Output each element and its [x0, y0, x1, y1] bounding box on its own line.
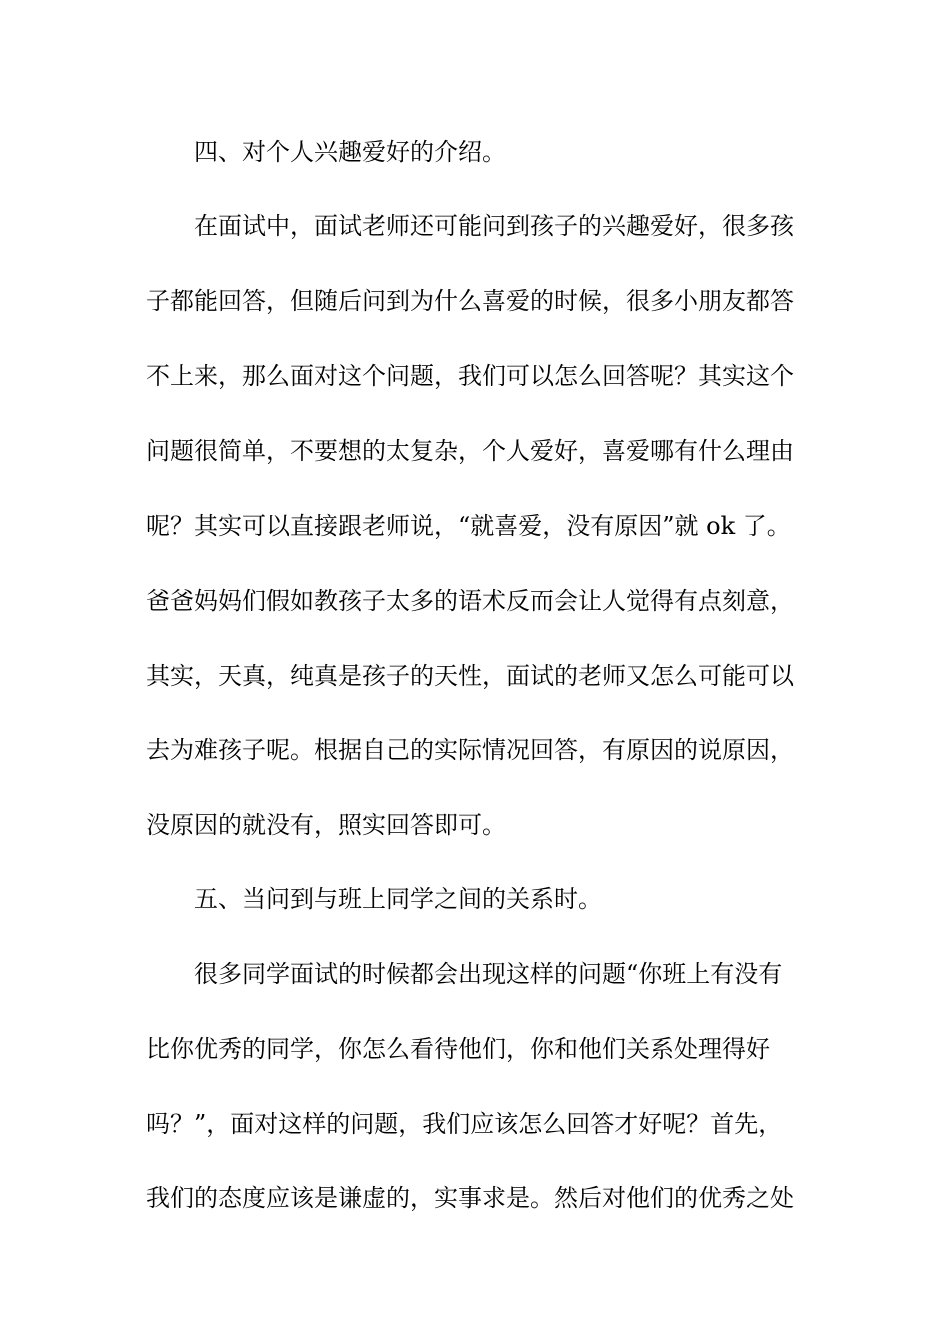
paragraph-line: 去为难孩子呢。根据自己的实际情况回答，有原因的说原因， [146, 736, 794, 764]
paragraph-line: 其实，天真，纯真是孩子的天性，面试的老师又怎么可能可以 [146, 662, 794, 690]
paragraph-line: 很多同学面试的时候都会出现这样的问题“你班上有没有 [194, 960, 783, 988]
paragraph-line: 呢？其实可以直接跟老师说，“就喜爱，没有原因”就 ok 了。 [146, 512, 791, 540]
paragraph-line: 爸爸妈妈们假如教孩子太多的语术反而会让人觉得有点刻意， [146, 587, 794, 615]
paragraph-line: 在面试中，面试老师还可能问到孩子的兴趣爱好，很多孩 [194, 212, 794, 240]
section-heading-four: 四、对个人兴趣爱好的介绍。 [194, 138, 506, 166]
paragraph-line: 我们的态度应该是谦虚的，实事求是。然后对他们的优秀之处 [146, 1184, 794, 1212]
paragraph-line: 吗？”，面对这样的问题，我们应该怎么回答才好呢？首先， [146, 1110, 783, 1138]
paragraph-line: 比你优秀的同学，你怎么看待他们，你和他们关系处理得好 [146, 1035, 770, 1063]
paragraph-line: 不上来，那么面对这个问题，我们可以怎么回答呢？其实这个 [146, 362, 794, 390]
paragraph-line: 没原因的就没有，照实回答即可。 [146, 811, 506, 839]
section-heading-five: 五、当问到与班上同学之间的关系时。 [194, 885, 602, 913]
paragraph-line: 问题很简单，不要想的太复杂，个人爱好，喜爱哪有什么理由 [146, 437, 794, 465]
paragraph-line: 子都能回答，但随后问到为什么喜爱的时候，很多小朋友都答 [146, 287, 794, 315]
